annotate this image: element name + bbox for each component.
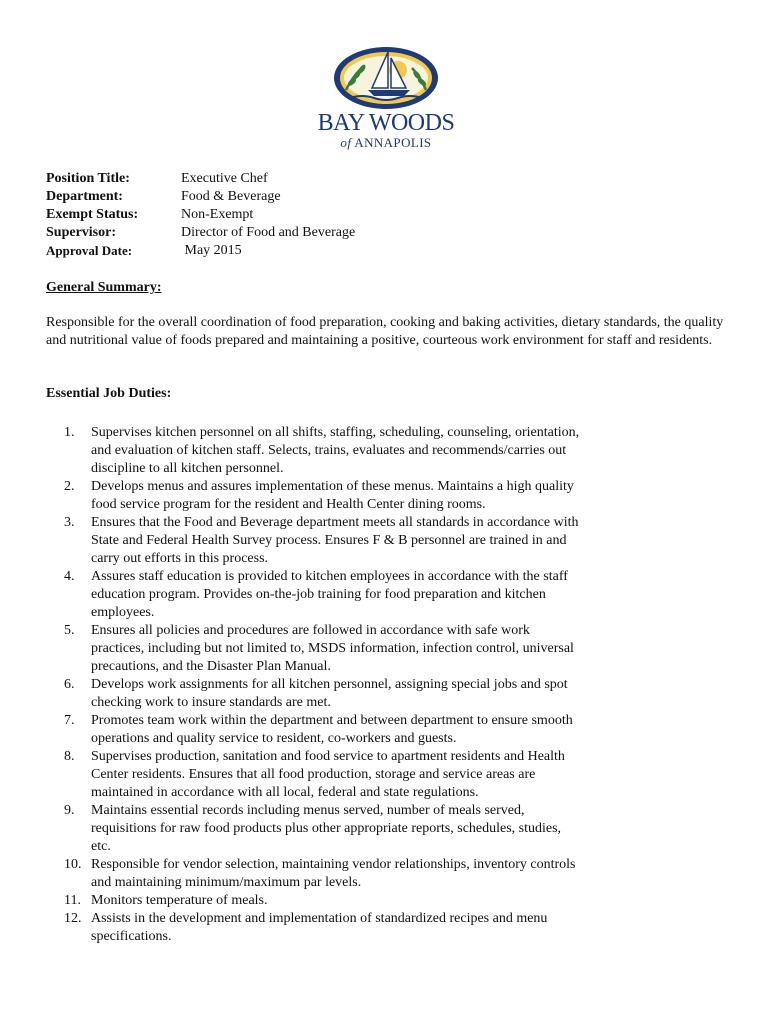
field-value: Executive Chef <box>181 171 268 186</box>
item-number: 7. <box>64 713 75 728</box>
item-number: 4. <box>64 569 75 584</box>
item-number: 8. <box>64 749 75 764</box>
item-text: Assists in the development and implementation of standardized recipes and menu specifications. <box>91 911 548 944</box>
field-value: Food & Beverage <box>181 189 281 204</box>
brand-subtitle-place: ANNAPOLIS <box>354 135 432 150</box>
position-info <box>46 170 355 260</box>
list-item <box>64 424 584 478</box>
list-item <box>64 568 584 622</box>
essential-duties-heading: Essential Job Duties: <box>46 386 172 401</box>
item-text: Responsible for vendor selection, maintaining vendor relationships, inventory controls and maintaining minimum/maximum par levels. <box>91 857 576 890</box>
item-text: Maintains essential records including menus served, number of meals served, requisitions for raw food products plus other appropriate reports, schedules, studies, etc. <box>91 803 562 854</box>
field-position-title <box>46 170 355 188</box>
item-number: 11. <box>64 893 81 908</box>
brand-wordmark <box>316 110 456 150</box>
list-item <box>64 622 584 676</box>
item-number: 3. <box>64 515 75 530</box>
field-label: Department: <box>46 189 123 204</box>
item-text: Ensures that the Food and Beverage department meets all standards in accordance with State and Federal Health Survey process. Ensures F & B personnel are trained in and carry out efforts in this process. <box>91 515 579 566</box>
item-text: Ensures all policies and procedures are followed in accordance with safe work practices, including but not limited to, MSDS information, infection control, universal precautions, and the Disaster Plan Manual. <box>91 623 574 674</box>
essential-duties-list <box>64 424 584 946</box>
item-number: 6. <box>64 677 75 692</box>
list-item <box>64 802 584 856</box>
item-number: 12. <box>64 911 82 926</box>
list-item <box>64 892 584 910</box>
brand-subtitle <box>316 136 456 150</box>
item-text: Assures staff education is provided to kitchen employees in accordance with the staff education program. Provides on-the-job training for food preparation and kitchen employees. <box>91 569 568 620</box>
item-text: Monitors temperature of meals. <box>91 893 268 908</box>
field-label: Position Title: <box>46 171 130 186</box>
field-label: Supervisor: <box>46 225 116 240</box>
list-item <box>64 712 584 748</box>
item-text: Develops menus and assures implementation of these menus. Maintains a high quality food service program for the resident and Health Center dining rooms. <box>91 479 574 512</box>
field-value: Director of Food and Beverage <box>181 225 356 240</box>
brand-name: BAY WOODS <box>317 110 455 136</box>
item-text: Supervises production, sanitation and food service to apartment residents and Health Center residents. Ensures that all food production, storage and service areas are maintained in accordance with all local, federal and state regulations. <box>91 749 565 800</box>
field-approval-date <box>46 242 355 260</box>
list-item <box>64 676 584 712</box>
brand-subtitle-of: of <box>340 135 352 150</box>
field-supervisor <box>46 224 355 242</box>
item-number: 9. <box>64 803 75 818</box>
field-exempt-status <box>46 206 355 224</box>
list-item <box>64 910 584 946</box>
general-summary-heading: General Summary: <box>46 280 162 295</box>
item-text: Promotes team work within the department and between department to ensure smooth operations and quality service to resident, co-workers and guests. <box>91 713 573 746</box>
field-department <box>46 188 355 206</box>
list-item <box>64 748 584 802</box>
item-text: Develops work assignments for all kitchen personnel, assigning special jobs and spot checking work to insure standards are met. <box>91 677 568 710</box>
item-number: 2. <box>64 479 75 494</box>
field-value: Non-Exempt <box>181 207 254 222</box>
item-text: Supervises kitchen personnel on all shifts, staffing, scheduling, counseling, orientation, and evaluation of kitchen staff. Selects, trains, evaluates and recommends/carries out discipline to all kitchen personnel. <box>91 425 580 476</box>
item-number: 1. <box>64 425 75 440</box>
list-item <box>64 514 584 568</box>
field-value: May 2015 <box>181 243 242 258</box>
item-number: 5. <box>64 623 75 638</box>
field-label: Exempt Status: <box>46 207 139 222</box>
list-item <box>64 856 584 892</box>
field-label: Approval Date: <box>46 243 133 258</box>
general-summary-text: Responsible for the overall coordination of food preparation, cooking and baking activities, dietary standards, the quality and nutritional value of foods prepared and maintaining a positive, courteous work environment for staff and residents. <box>46 315 724 348</box>
item-number: 10. <box>64 857 82 872</box>
list-item <box>64 478 584 514</box>
